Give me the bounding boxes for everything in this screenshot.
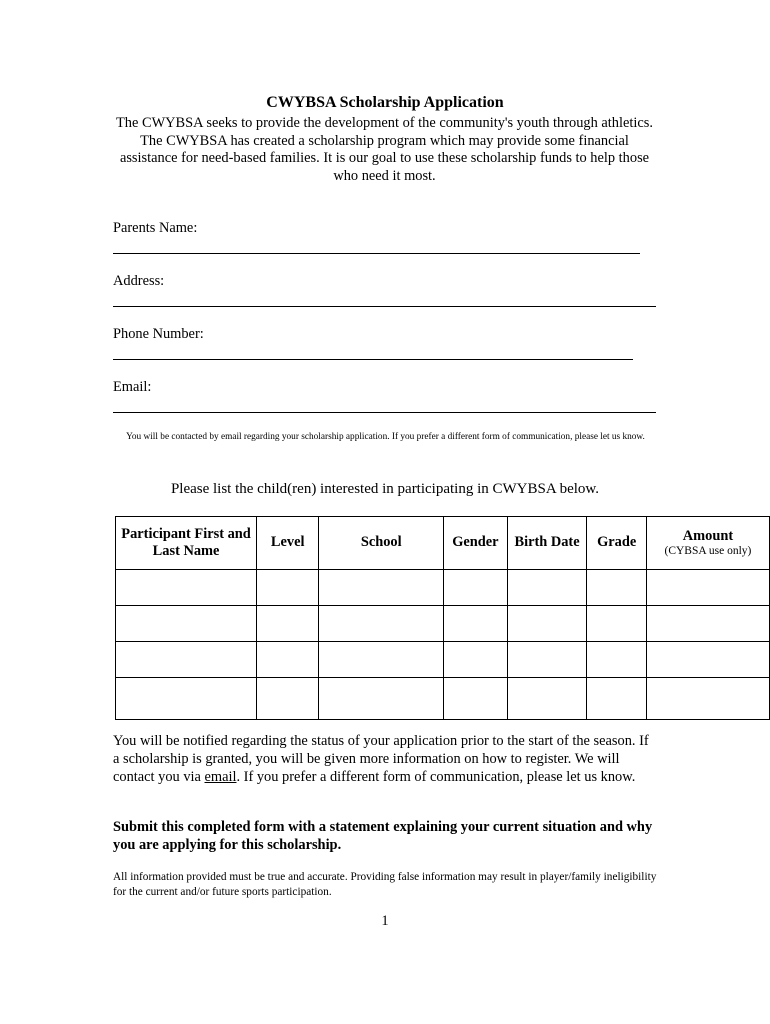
cell-amount[interactable] <box>646 642 769 678</box>
parents-name-label: Parents Name: <box>113 220 198 236</box>
list-instruction: Please list the child(ren) interested in participating in CWYBSA below. <box>170 481 600 497</box>
cell-participant[interactable] <box>116 642 257 678</box>
page-title: CWYBSA Scholarship Application <box>266 94 504 111</box>
participant-table <box>115 516 770 720</box>
cell-school[interactable] <box>319 642 444 678</box>
header-birth-date: Birth Date <box>507 517 587 570</box>
address-label: Address: <box>113 273 165 289</box>
header-grade: Grade <box>587 517 646 570</box>
cell-birth-date[interactable] <box>507 642 587 678</box>
table-row <box>116 642 770 678</box>
cell-amount[interactable] <box>646 570 769 606</box>
contact-note: You will be contacted by email regarding your scholarship application. If you prefer a different form of communication, please let us know. <box>126 432 645 442</box>
email-label: Email: <box>113 379 152 395</box>
notify-text-1: You will be notified regarding the status of your application prior to the start of the season. If a scholarship is granted, you will be given more information on how to register. We will contact you via <box>113 733 649 785</box>
cell-birth-date[interactable] <box>507 606 587 642</box>
notification-paragraph <box>113 733 658 786</box>
header-amount-note: (CYBSA use only) <box>664 545 752 558</box>
cell-school[interactable] <box>319 606 444 642</box>
email-link[interactable]: email <box>204 768 237 785</box>
cell-level[interactable] <box>257 678 319 720</box>
header-participant: Participant First and Last Name <box>116 517 257 570</box>
header-level: Level <box>257 517 319 570</box>
cell-grade[interactable] <box>587 606 646 642</box>
disclaimer: All information provided must be true and accurate. Providing false information may result in player/family ineligibility for the current and/or future sports participation. <box>113 871 657 898</box>
cell-gender[interactable] <box>444 606 508 642</box>
intro-paragraph: The CWYBSA seeks to provide the development of the community's youth through athletics. The CWYBSA has created a scholarship program which may provide some financial assistance for need-based families. It is our goal to use these scholarship funds to help those who need it most. <box>116 115 653 184</box>
table-row <box>116 570 770 606</box>
cell-level[interactable] <box>257 642 319 678</box>
parents-name-line[interactable] <box>113 253 640 254</box>
cell-grade[interactable] <box>587 678 646 720</box>
header-amount-label: Amount <box>682 527 734 544</box>
submit-instruction: Submit this completed form with a statement explaining your current situation and why you are applying for this scholarship. <box>113 819 653 853</box>
cell-participant[interactable] <box>116 606 257 642</box>
cell-gender[interactable] <box>444 642 508 678</box>
cell-school[interactable] <box>319 678 444 720</box>
header-school: School <box>319 517 444 570</box>
cell-birth-date[interactable] <box>507 678 587 720</box>
cell-grade[interactable] <box>587 642 646 678</box>
cell-gender[interactable] <box>444 570 508 606</box>
cell-school[interactable] <box>319 570 444 606</box>
cell-participant[interactable] <box>116 678 257 720</box>
cell-amount[interactable] <box>646 678 769 720</box>
cell-level[interactable] <box>257 570 319 606</box>
cell-participant[interactable] <box>116 570 257 606</box>
cell-gender[interactable] <box>444 678 508 720</box>
header-amount <box>646 517 769 570</box>
phone-line[interactable] <box>113 359 633 360</box>
table-header-row <box>116 517 770 570</box>
notify-text-2: . If you prefer a different form of communication, please let us know. <box>236 768 636 785</box>
table-row <box>116 678 770 720</box>
cell-birth-date[interactable] <box>507 570 587 606</box>
cell-amount[interactable] <box>646 606 769 642</box>
phone-label: Phone Number: <box>113 326 204 342</box>
email-line[interactable] <box>113 412 656 413</box>
page-number: 1 <box>381 913 389 929</box>
cell-level[interactable] <box>257 606 319 642</box>
header-gender: Gender <box>444 517 508 570</box>
cell-grade[interactable] <box>587 570 646 606</box>
address-line[interactable] <box>113 306 656 307</box>
table-row <box>116 606 770 642</box>
